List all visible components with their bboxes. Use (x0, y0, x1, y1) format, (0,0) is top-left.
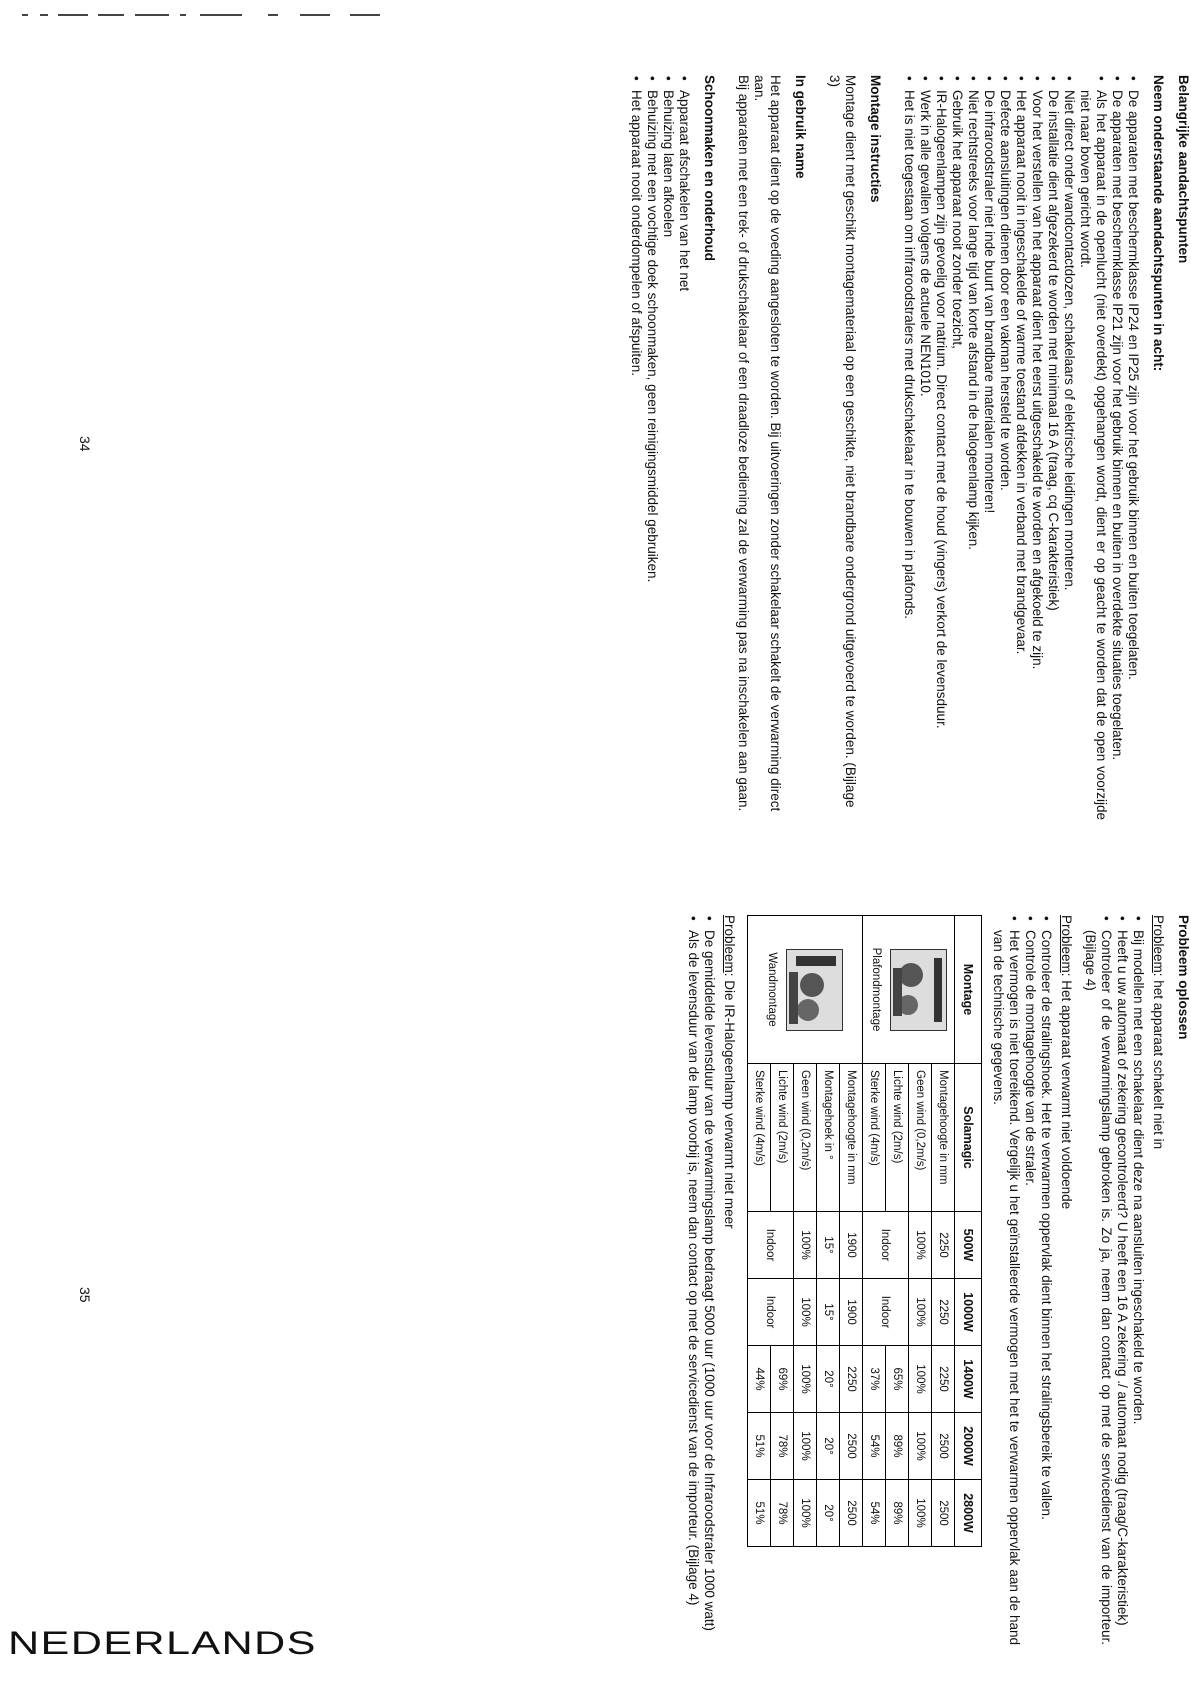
montage-label: Wandmontage (766, 952, 779, 1027)
value-cell: 1900 (840, 1212, 863, 1279)
problem-title-text: : Die IR-Halogeenlamp verwarmt niet meer (722, 972, 737, 1229)
montage-text: Montage dient met geschikt montagemateriaal op een geschikte, niet brandbare ondergrond uitgevoerd te worden. (Bijlage 3) (827, 75, 858, 808)
list-item: • Apparaat afschakelen van het net (676, 90, 692, 820)
param-cell: Montagehoek in ° (817, 1064, 840, 1212)
value-cell: 20° (817, 1346, 840, 1413)
value-cell: Indoor (863, 1212, 909, 1279)
value-cell: 100% (794, 1212, 817, 1279)
value-cell: 20° (817, 1413, 840, 1480)
value-cell: 100% (794, 1346, 817, 1413)
problem-title-text: : het apparaat schakelt niet in (1151, 972, 1166, 1150)
table-row (840, 916, 863, 1547)
list-item: • Voor het verstellen van het apparaat dient het eerst uitgeschakeld te worden en afgekoeld te zijn. (1029, 90, 1045, 820)
list-item: • Als de levensduur van de lamp voorbij is, neem dan contact op met de servicedienst van de importeur. (Bijlage 4) (685, 930, 701, 1645)
value-cell: Indoor (748, 1279, 794, 1346)
table-header-cell: 1400W (955, 1346, 982, 1413)
list-item: • De apparaten met beschermklasse IP24 en IP25 zijn voor het gebruik binnen en buiten toegelaten. (1125, 90, 1141, 820)
value-cell: 2250 (932, 1279, 955, 1346)
value-cell: 89% (886, 1413, 909, 1480)
heading-schoonmaken: Schoonmaken en onderhoud (702, 75, 717, 262)
ceiling-mount-photo (890, 949, 947, 1031)
cleaning-list (628, 75, 692, 820)
list-item: • Behuizing met een vochtige doek schoonmaken, geen reinigingsmiddel gebruiken. (644, 90, 660, 820)
list-item: • De gemiddelde levensduur van de verwarmingslamp bedraagt 5000 uur (1000 uur voor de Infraroodstraler 1000 watt) (701, 930, 717, 1645)
problem-1-title (1150, 915, 1166, 1645)
value-cell: 100% (794, 1413, 817, 1480)
language-label: NEDERLANDS (8, 1625, 317, 1661)
list-item: • Controleer de stralingshoek. Het te verwarmen oppervlak dient binnen het stralingsbereik te vallen. (1038, 930, 1054, 1645)
list-item: • IR-Halogeenlampen zijn gevoelig voor natrium. Direct contact met de houd (vingers) verkort de levensduur. (933, 90, 949, 820)
value-cell: 2500 (932, 1480, 955, 1547)
problem-label: Probleem (1059, 915, 1074, 973)
value-cell: 69% (771, 1346, 794, 1413)
param-cell: Lichte wind (2m/s) (886, 1064, 909, 1212)
value-cell: 2500 (932, 1413, 955, 1480)
value-cell: 100% (909, 1346, 932, 1413)
problem-2-title (1058, 915, 1074, 1645)
power-spec-table (747, 915, 982, 1547)
list-item: • Defecte aansluitingen dienen door een vakman hersteld te worden. (997, 90, 1013, 820)
value-cell: 37% (863, 1346, 886, 1413)
list-item: • De installatie dient afgezekerd te worden met minimaal 16 A (traag, cq C-karakteristiek) (1045, 90, 1061, 820)
table-row (932, 916, 955, 1547)
table-header-cell: Solamagic (955, 1064, 982, 1212)
list-item: • Behuizing laten afkoelen (660, 90, 676, 820)
value-cell: 78% (771, 1413, 794, 1480)
gebruik-text-2: Bij apparaten met een trek- of drukschakelaar of een draadloze bediening zal de verwarming pas na inschakelen aan gaan. (736, 75, 751, 812)
value-cell: Indoor (863, 1279, 909, 1346)
list-item: • Gebruik het apparaat nooit zonder toezicht, (949, 90, 965, 820)
list-item: • Heeft u uw automaat of zekering gecontroleerd? U heeft een 16 A zekering ./ automaat nodig (traag/C-karakteristiek) (1114, 930, 1130, 1645)
list-item: • Het apparaat nooit onderdompelen of afspuiten. (628, 90, 644, 820)
list-item: • Controleer of de verwarmingslamp gebroken is. Zo ja, neem dan contact op met de servicedienst van de importeur. (Bijlage 4) (1082, 930, 1114, 1645)
param-cell: Montagehoogte in mm (840, 1064, 863, 1212)
value-cell: 78% (771, 1480, 794, 1547)
value-cell: 15° (817, 1279, 840, 1346)
list-item: • Controle de montagehoogte van de straler. (1022, 930, 1038, 1645)
list-item: • Niet direct onder wandcontactdozen, schakelaars of elektrische leidingen monteren. (1061, 90, 1077, 820)
list-item: • Het is niet toegestaan om infraroodstralers met drukschakelaar in te bouwen in plafonds. (901, 90, 917, 820)
montage-cell-wand (748, 916, 863, 1064)
param-cell: Sterke wind (4m/s) (863, 1064, 886, 1212)
heading-belangrijke: Belangrijke aandachtspunten (1176, 75, 1191, 264)
list-item: • Bij modellen met een schakelaar dient deze na aansluiten ingeschakeld te worden. (1130, 930, 1146, 1645)
list-item: • Werk in alle gevallen volgens de actuele NEN1010. (917, 90, 933, 820)
value-cell: 65% (886, 1346, 909, 1413)
value-cell: 20° (817, 1480, 840, 1547)
value-cell: 51% (748, 1413, 771, 1480)
subheading-aandachtspunten: Neem onderstaande aandachtspunten in acht: (1151, 75, 1166, 372)
problem-3-title (721, 915, 737, 1645)
montage-label: Plafondmontage (870, 947, 882, 1032)
table-header-cell: 2000W (955, 1413, 982, 1480)
value-cell: 89% (886, 1480, 909, 1547)
value-cell: 54% (863, 1413, 886, 1480)
table-header-cell: 2800W (955, 1480, 982, 1547)
list-item: • Als het apparaat in de openlucht (niet overdekt) opgehangen wordt, dient er op geacht te worden dat de open voorzijde niet naar boven gericht wordt. (1077, 90, 1109, 820)
left-page (620, 75, 1191, 820)
value-cell: 100% (909, 1480, 932, 1547)
param-cell: Sterke wind (4m/s) (748, 1064, 771, 1212)
table-header-cell: 500W (955, 1212, 982, 1279)
value-cell: 1900 (840, 1279, 863, 1346)
list-item: • De apparaten met beschermklasse IP21 zijn voor het gebruik binnen en buiten in overdekte situaties toegelaten. (1109, 90, 1125, 820)
heading-probleem-oplossen: Probleem oplossen (1176, 915, 1191, 1040)
wall-mount-photo (787, 949, 844, 1031)
value-cell: 100% (794, 1480, 817, 1547)
problem-label: Probleem (722, 915, 737, 973)
important-points-list (901, 75, 1141, 820)
value-cell: 51% (748, 1480, 771, 1547)
value-cell: 2250 (840, 1346, 863, 1413)
list-item: • Het vermogen is niet toereikend. Vergelijk u het geïnstalleerde vermogen met het te verwarmen oppervlak aan de hand van de technische gegevens. (990, 930, 1022, 1645)
problem-3-list (685, 915, 717, 1645)
value-cell: 100% (909, 1212, 932, 1279)
value-cell: Indoor (748, 1212, 794, 1279)
heading-montage: Montage instructies (868, 75, 883, 203)
table-header-row (955, 916, 982, 1547)
gebruik-text-1: Het apparaat dient op de voeding aangesloten te worden. Bij uitvoeringen zonder schakelaar schakelt de verwarming direct aan. (752, 75, 783, 812)
param-cell: Lichte wind (2m/s) (771, 1064, 794, 1212)
value-cell: 100% (909, 1413, 932, 1480)
problem-2-list (990, 915, 1054, 1645)
value-cell: 100% (794, 1279, 817, 1346)
value-cell: 2500 (840, 1480, 863, 1547)
value-cell: 100% (909, 1279, 932, 1346)
list-item: • Niet rechtstreeks voor lange tijd van korte afstand in de halogeenlamp kijken. (965, 90, 981, 820)
list-item: • De infraroodstraler niet inde buurt van brandbare materialen monteren! (981, 90, 997, 820)
value-cell: 15° (817, 1212, 840, 1279)
page-number-left: 34 (77, 436, 93, 452)
montage-cell-plafond (863, 916, 955, 1064)
value-cell: 44% (748, 1346, 771, 1413)
right-page (677, 915, 1191, 1645)
param-cell: Geen wind (0,2m/s) (909, 1064, 932, 1212)
problem-title-text: : Het apparaat verwarmt niet voldoende (1059, 972, 1074, 1210)
value-cell: 54% (863, 1480, 886, 1547)
table-header-cell: 1000W (955, 1279, 982, 1346)
param-cell: Montagehoogte in mm (932, 1064, 955, 1212)
heading-in-gebruik-name: In gebruik name (793, 75, 808, 179)
value-cell: 2500 (840, 1413, 863, 1480)
problem-1-list (1082, 915, 1146, 1645)
page-number-right: 35 (77, 1287, 93, 1303)
value-cell: 2250 (932, 1212, 955, 1279)
value-cell: 2250 (932, 1346, 955, 1413)
list-item: • Het apparaat nooit in ingeschakelde of warme toestand afdekken in verband met brandgevaar. (1013, 90, 1029, 820)
table-header-cell: Montage (955, 916, 982, 1064)
param-cell: Geen wind (0,2m/s) (794, 1064, 817, 1212)
problem-label: Probleem (1151, 915, 1166, 973)
